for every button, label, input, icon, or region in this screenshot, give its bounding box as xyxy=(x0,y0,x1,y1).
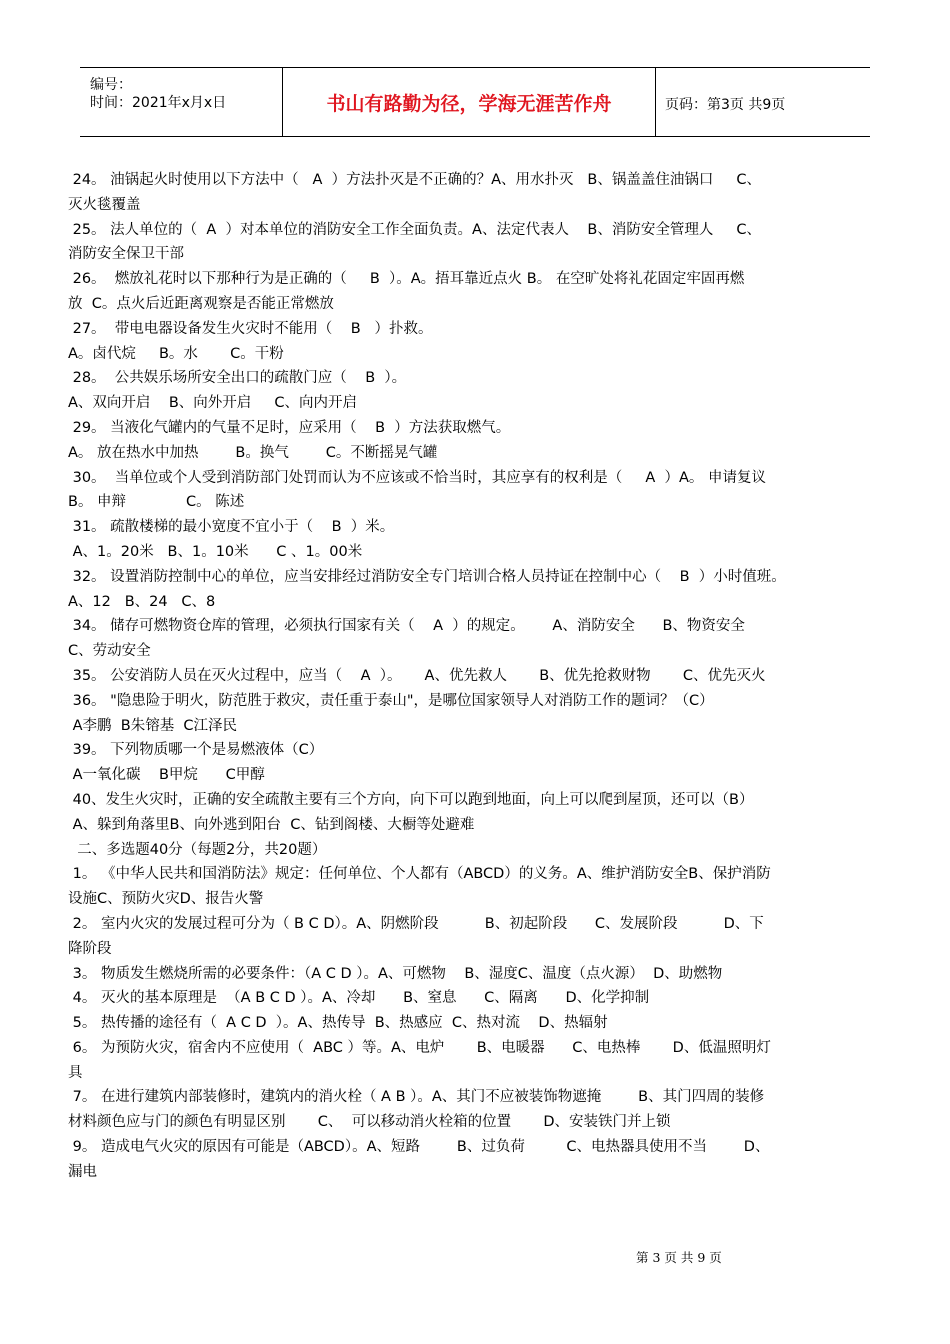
document-body xyxy=(68,168,888,1185)
text-line: 3。 物质发生燃烧所需的必要条件：（A C D ）。A、可燃物 B、湿度C、温度（点火源） D、助燃物 xyxy=(68,965,723,982)
text-line: 30。 当单位或个人受到消防部门处罚而认为不应该或不恰当时，其应享有的权利是（ A ）A。 申请复议 xyxy=(68,469,766,486)
text-line: 26。 燃放礼花时以下那种行为是正确的（ B ）。A。捂耳靠近点火 B。 在空旷处将礼花固定牢固再燃 xyxy=(68,271,745,288)
header-motto: 书山有路勤为径，学海无涯苦作舟 xyxy=(326,92,612,115)
text-line: 消防安全保卫干部 xyxy=(68,246,184,263)
text-line: 25。 法人单位的（ A ）对本单位的消防安全工作全面负责。A、法定代表人 B、消防安全管理人 C、 xyxy=(68,221,761,238)
section-heading: 二、多选题40分（每题2分，共20题） xyxy=(68,841,327,858)
text-line: 32。 设置消防控制中心的单位，应当安排经过消防安全专门培训合格人员持证在控制中心（ B ）小时值班。 xyxy=(68,568,786,585)
text-line: 放 C。点火后近距离观察是否能正常燃放 xyxy=(68,295,334,312)
text-line: B。 申辩 C。 陈述 xyxy=(68,494,245,511)
text-line: 31。 疏散楼梯的最小宽度不宜小于（ B ）米。 xyxy=(68,519,395,536)
text-line: A李鹏 B朱镕基 C江泽民 xyxy=(68,717,238,734)
text-line: 36。 "隐患险于明火，防范胜于救灾，责任重于泰山"，是哪位国家领导人对消防工作的题词？（C） xyxy=(68,692,714,709)
text-line: A一氧化碳 B甲烷 C甲醇 xyxy=(68,767,265,784)
text-line: A、躲到角落里B、向外逃到阳台 C、钻到阁楼、大橱等处避难 xyxy=(68,816,475,833)
text-line: 材料颜色应与门的颜色有明显区别 C、 可以移动消火栓箱的位置 D、安装铁门并上锁 xyxy=(68,1114,671,1131)
text-line: 1。 《中华人民共和国消防法》规定：任何单位、个人都有（ABCD）的义务。A、维护消防安全B、保护消防 xyxy=(68,866,771,883)
header-left-cell xyxy=(80,68,282,136)
text-line: A。 放在热水中加热 B。换气 C。不断摇晃气罐 xyxy=(68,444,438,461)
text-line: 29。 当液化气罐内的气量不足时，应采用（ B ）方法获取燃气。 xyxy=(68,419,511,436)
text-line: 漏电 xyxy=(68,1163,97,1180)
text-line: 灭火毯覆盖 xyxy=(68,196,141,213)
text-line: 34。 储存可燃物资仓库的管理，必须执行国家有关（ A ）的规定。 A、消防安全 B、物资安全 xyxy=(68,618,745,635)
text-line: A、双向开启 B、向外开启 C、向内开启 xyxy=(68,395,357,412)
text-line: 4。 灭火的基本原理是 （A B C D ）。A、冷却 B、窒息 C、隔离 D、化学抑制 xyxy=(68,990,650,1007)
text-line: 2。 室内火灾的发展过程可分为（ B C D）。A、阴燃阶段 B、初起阶段 C、发展阶段 D、下 xyxy=(68,915,764,932)
header-motto-cell xyxy=(282,68,656,136)
text-line: 具 xyxy=(68,1064,83,1081)
text-line: 5。 热传播的途径有（ A C D ）。A、热传导 B、热感应 C、热对流 D、热辐射 xyxy=(68,1015,608,1032)
text-line: 28。 公共娱乐场所安全出口的疏散门应（ B ）。 xyxy=(68,370,407,387)
text-line: 24。 油锅起火时使用以下方法中（ A ）方法扑灭是不正确的？A、用水扑灭 B、锅盖盖住油锅口 C、 xyxy=(68,172,761,188)
doc-date: 时间：2021年x月x日 xyxy=(90,95,227,111)
page-header xyxy=(80,67,870,137)
text-line: A、12 B、24 C、8 xyxy=(68,593,216,610)
text-line: A、1。20米 B、1。10米 C 、1。00米 xyxy=(68,543,363,560)
text-line: 27。 带电电器设备发生火灾时不能用（ B ）扑救。 xyxy=(68,320,433,337)
text-line: A。卤代烷 B。水 C。干粉 xyxy=(68,345,284,362)
text-line: 7。 在进行建筑内部装修时，建筑内的消火栓（ A B ）。A、其门不应被装饰物遮掩 B、其门四周的装修 xyxy=(68,1089,765,1106)
text-line: 9。 造成电气火灾的原因有可能是（ABCD）。A、短路 B、过负荷 C、电热器具使用不当 D、 xyxy=(68,1139,770,1156)
text-line: 39。 下列物质哪一个是易燃液体（C） xyxy=(68,742,324,759)
header-page-info: 页码：第3页 共9页 xyxy=(665,97,786,113)
text-line: 6。 为预防火灾，宿舍内不应使用（ ABC ）等。A、电炉 B、电暖器 C、电热棒 D、低温照明灯 xyxy=(68,1039,771,1056)
text-line: 40、发生火灾时，正确的安全疏散主要有三个方向，向下可以跑到地面，向上可以爬到屋顶，还可以（B） xyxy=(68,791,754,808)
text-line: 降阶段 xyxy=(68,940,112,957)
text-line: C、劳动安全 xyxy=(68,643,151,660)
text-line: 35。 公安消防人员在灭火过程中，应当（ A ）。 A、优先救人 B、优先抢救财物 C、优先灭火 xyxy=(68,667,766,684)
doc-number-label: 编号： xyxy=(90,77,132,93)
page-footer: 第 3 页 共 9 页 xyxy=(636,1250,722,1265)
header-right-cell xyxy=(655,68,870,136)
text-line: 设施C、预防火灾D、报告火警 xyxy=(68,891,264,908)
